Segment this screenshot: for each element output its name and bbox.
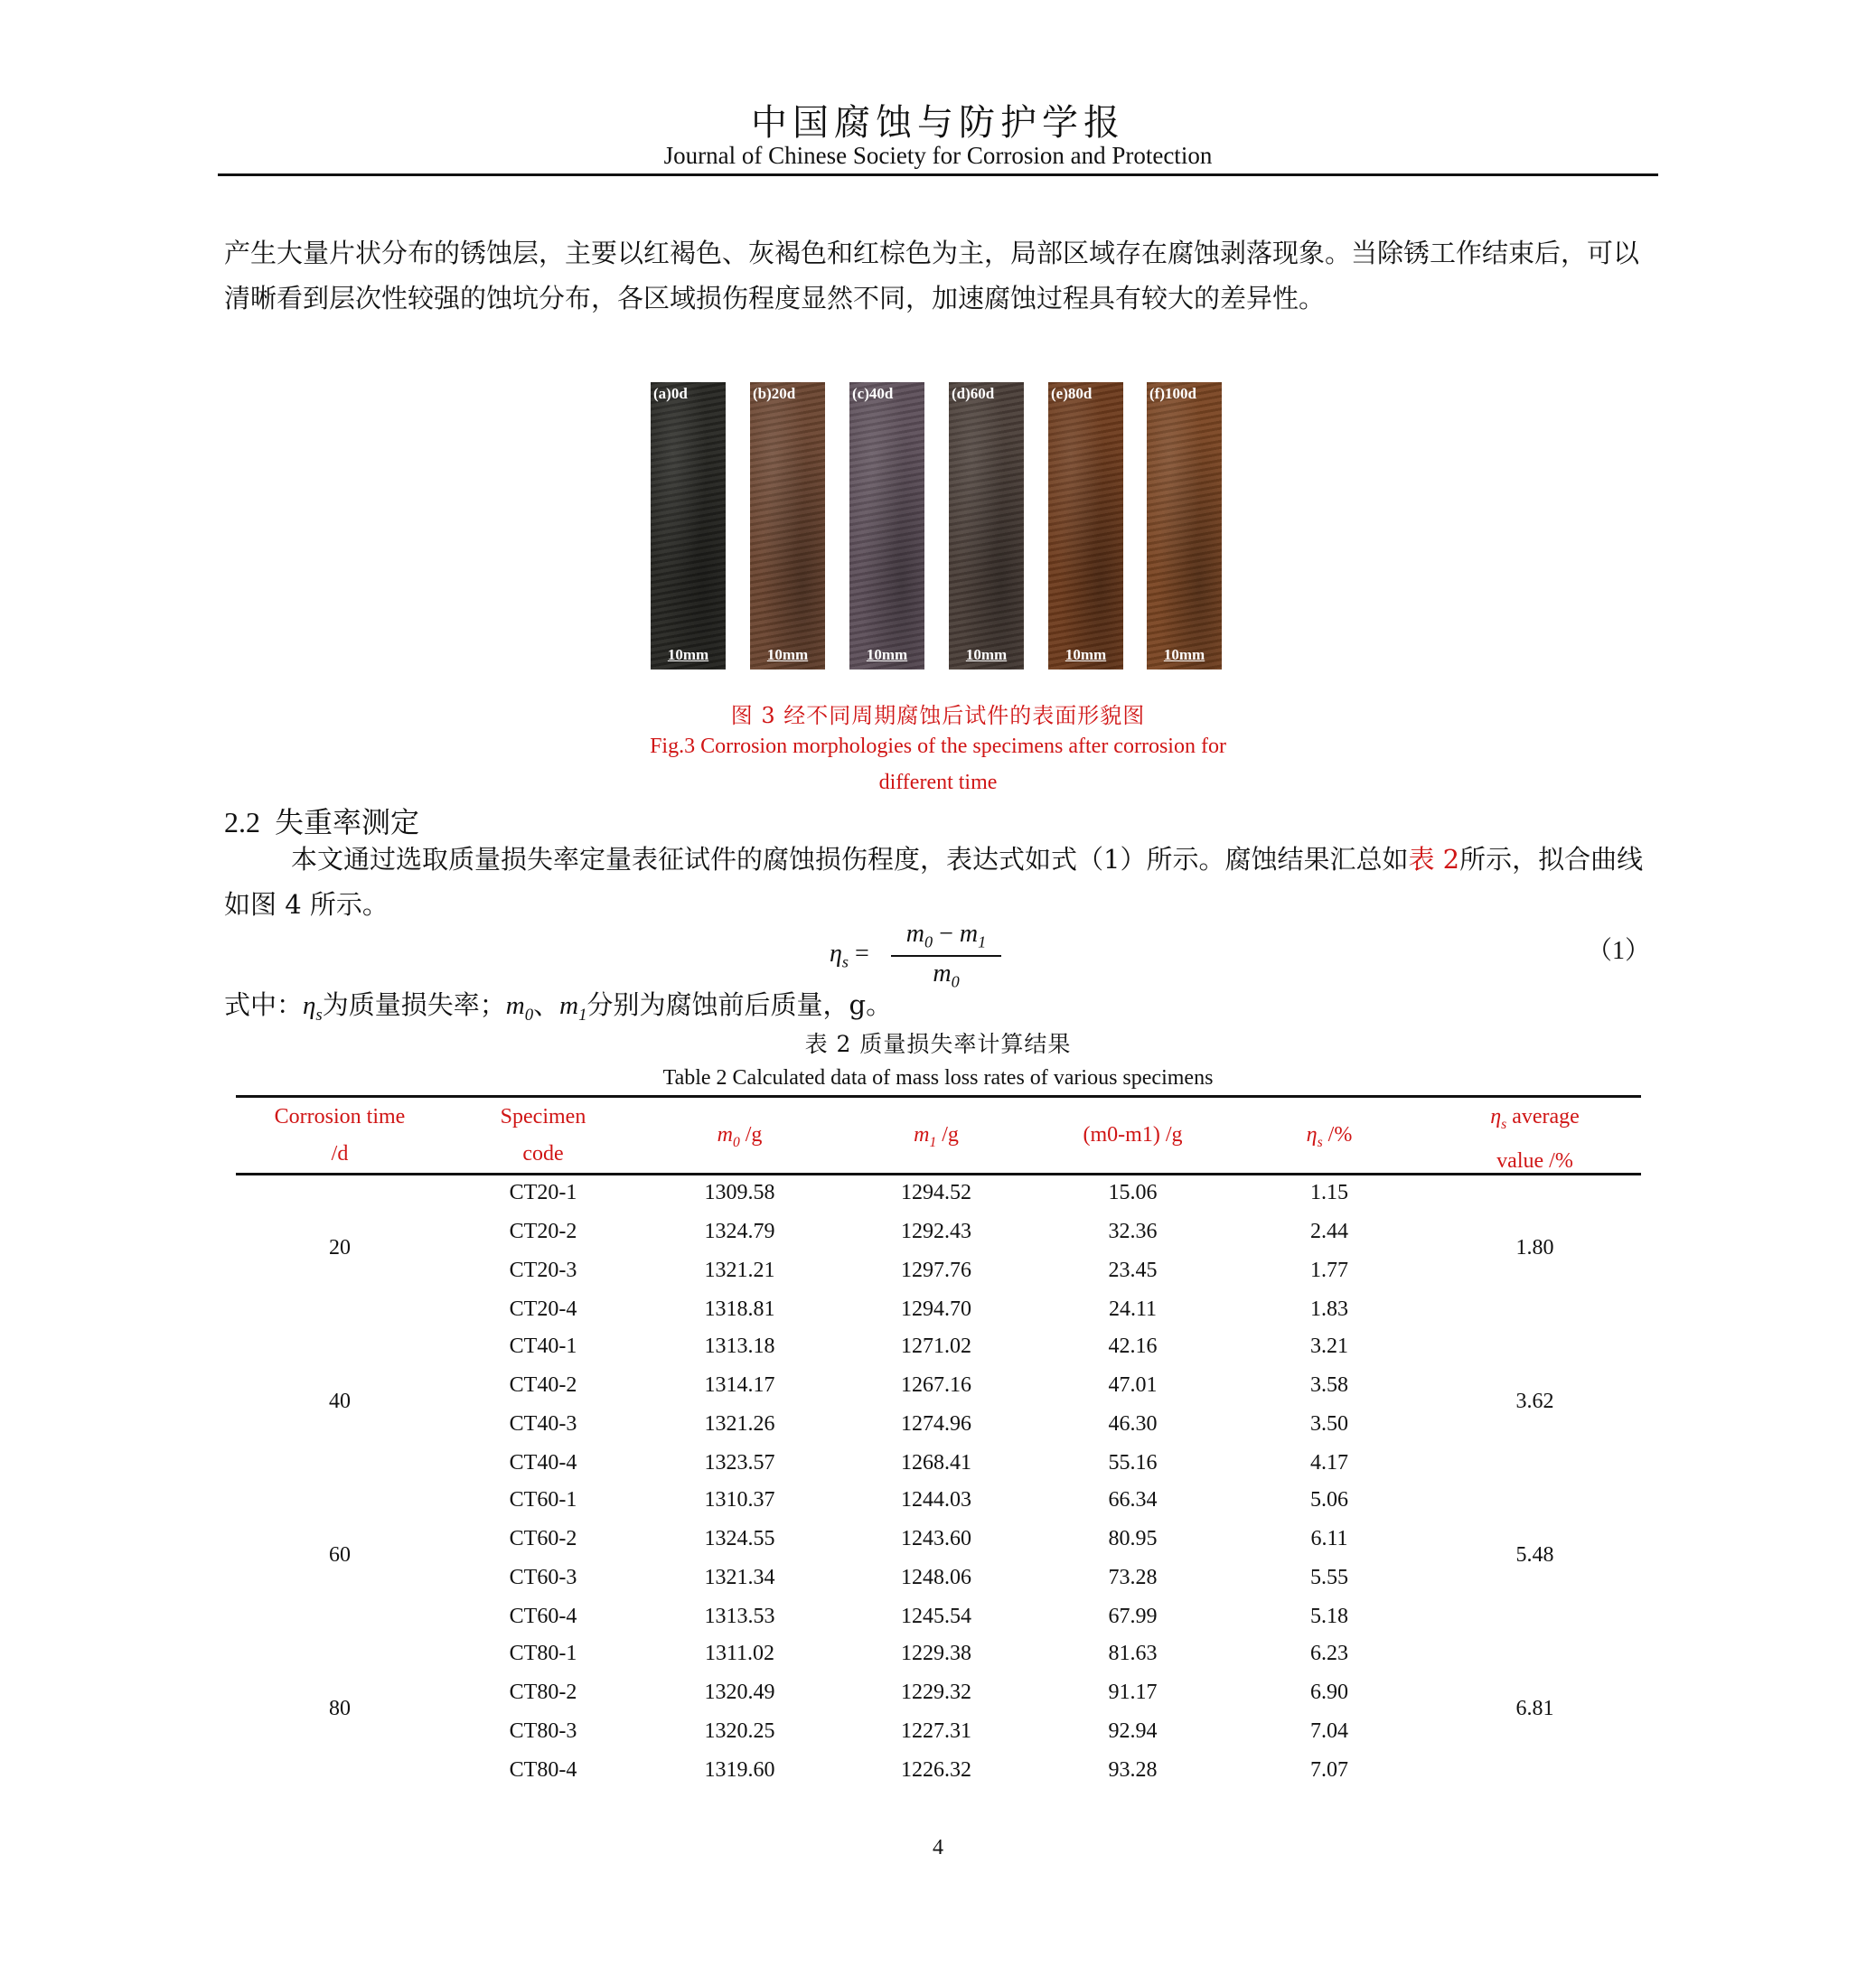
table-cell: 3.21: [1310, 1335, 1348, 1358]
cell-corrosion-time: 20: [329, 1236, 351, 1260]
figure-3: [651, 382, 1222, 670]
table-cell: 1268.41: [901, 1451, 971, 1475]
table-cell: 1313.18: [704, 1335, 775, 1358]
figure-panel-label: (b)20d: [753, 385, 796, 402]
cell-specimen-code: CT60-2: [509, 1527, 577, 1550]
table-cell: 1321.21: [704, 1259, 775, 1282]
table-cell: 1324.55: [704, 1527, 775, 1550]
table-cell: 1314.17: [704, 1373, 775, 1397]
table-cell: 5.06: [1310, 1488, 1348, 1512]
cell-eta-average: 6.81: [1515, 1697, 1554, 1720]
figure-scale-bar: 10mm: [766, 646, 809, 663]
paragraph-method: [224, 837, 1652, 927]
cell-corrosion-time: 60: [329, 1543, 351, 1567]
cell-specimen-code: CT40-1: [509, 1335, 577, 1358]
figure-panel-4: [949, 382, 1024, 670]
journal-title-en: Journal of Chinese Society for Corrosion and Protection: [663, 142, 1213, 169]
table-cell: 1226.32: [901, 1758, 971, 1782]
formula-fraction: [891, 920, 1001, 991]
method-text-b: 所示，拟合曲线如图 4 所示。: [224, 844, 1644, 920]
header-eta-average: $\eta_s$ average value /%: [1490, 1105, 1580, 1173]
cell-specimen-code: CT80-2: [509, 1681, 577, 1704]
table-cell: 1324.79: [704, 1220, 775, 1243]
table-cell: 1271.02: [901, 1335, 971, 1358]
cell-eta-average: 1.80: [1515, 1236, 1554, 1260]
table-cell: 1245.54: [901, 1605, 971, 1628]
figure-panel-label: (a)0d: [653, 385, 688, 402]
table-cell: 66.34: [1108, 1488, 1158, 1512]
table-caption-cn: 表 2 质量损失率计算结果: [804, 1031, 1072, 1057]
table-cell: 47.01: [1108, 1373, 1158, 1397]
cell-specimen-code: CT40-3: [509, 1412, 577, 1436]
figure-caption-en-line1: Fig.3 Corrosion morphologies of the specimens after corrosion for: [650, 735, 1226, 758]
figure-panel-label: (e)80d: [1051, 385, 1093, 402]
figure-scale-bar: 10mm: [866, 646, 908, 663]
cell-specimen-code: CT80-3: [509, 1719, 577, 1743]
figure-panel-label: (d)60d: [952, 385, 995, 402]
table-caption-en: Table 2 Calculated data of mass loss rates of various specimens: [662, 1066, 1214, 1090]
table-cell: 4.17: [1310, 1451, 1348, 1475]
figure-caption-en-line2: different time: [878, 771, 998, 794]
table-cell: 1309.58: [704, 1181, 775, 1204]
formula-lhs: $\eta_s$ =: [830, 940, 869, 971]
header-eta: $\eta_s$ /%: [1306, 1123, 1353, 1150]
figure-panel-label: (c)40d: [852, 385, 894, 402]
table-cell: 1267.16: [901, 1373, 971, 1397]
header-specimen-code: Specimen code: [500, 1105, 586, 1166]
table-cell: 7.04: [1310, 1719, 1348, 1743]
table-top-rule: [236, 1095, 1641, 1098]
table-header-rule: [236, 1173, 1641, 1175]
table-cell: 1313.53: [704, 1605, 775, 1628]
section-title: 失重率测定: [275, 805, 420, 839]
figure-scale-bar: 10mm: [965, 646, 1008, 663]
table-cell: 5.55: [1310, 1566, 1348, 1589]
section-number: 2.2: [224, 806, 260, 838]
header-m1: $m_1$ /g: [914, 1123, 959, 1150]
table-cell: 2.44: [1310, 1220, 1348, 1243]
method-text-a: 本文通过选取质量损失率定量表征试件的腐蚀损伤程度，表达式如式（1）所示。腐蚀结果汇总如: [291, 844, 1409, 875]
table-cell: 42.16: [1108, 1335, 1158, 1358]
figure-scale-bar: 10mm: [1065, 646, 1107, 663]
table-cell: 1.15: [1310, 1181, 1348, 1204]
table-cell: 1320.25: [704, 1719, 775, 1743]
cell-specimen-code: CT80-1: [509, 1642, 577, 1665]
table-cell: 5.18: [1310, 1605, 1348, 1628]
table-cell: 1229.32: [901, 1681, 971, 1704]
table-cell: 1321.34: [704, 1566, 775, 1589]
table-cell: 55.16: [1108, 1451, 1158, 1475]
formula-definition: 式中：$\eta_s$为质量损失率；$m_0$、$m_1$分别为腐蚀前后质量，g。: [224, 989, 893, 1025]
cell-specimen-code: CT60-4: [509, 1605, 577, 1628]
table-cell: 80.95: [1108, 1527, 1158, 1550]
cell-corrosion-time: 80: [329, 1697, 351, 1720]
table-cell: 1311.02: [704, 1642, 775, 1665]
page-number: 4: [933, 1836, 943, 1859]
table-cell: 1274.96: [901, 1412, 971, 1436]
figure-scale-bar: 10mm: [1163, 646, 1205, 663]
table-cell: 1294.52: [901, 1181, 971, 1204]
cell-specimen-code: CT40-2: [509, 1373, 577, 1397]
table-cell: 6.23: [1310, 1642, 1348, 1665]
table-cell: 93.28: [1108, 1758, 1158, 1782]
figure-panel-6: [1147, 382, 1222, 670]
table-cell: 15.06: [1108, 1181, 1158, 1204]
table-cell: 1227.31: [901, 1719, 971, 1743]
table-cell: 46.30: [1108, 1412, 1158, 1436]
table-cell: 1297.76: [901, 1259, 971, 1282]
header-corrosion-time: Corrosion time /d: [274, 1105, 406, 1166]
cell-eta-average: 3.62: [1515, 1390, 1554, 1413]
table-cell: 1318.81: [704, 1297, 775, 1321]
cell-specimen-code: CT20-1: [509, 1181, 577, 1204]
table-cell: 1.77: [1310, 1259, 1348, 1282]
figure-panel-5: [1048, 382, 1123, 670]
formula-denominator: $m_0$: [933, 959, 960, 991]
table-cell: 91.17: [1108, 1681, 1158, 1704]
table-cell: 1319.60: [704, 1758, 775, 1782]
cell-corrosion-time: 40: [329, 1390, 351, 1413]
cell-specimen-code: CT40-4: [509, 1451, 577, 1475]
formula-fraction-bar: [891, 955, 1001, 957]
cell-specimen-code: CT60-1: [509, 1488, 577, 1512]
figure-panel-label: (f)100d: [1149, 385, 1196, 402]
table-cell: 92.94: [1108, 1719, 1158, 1743]
table-cell: 24.11: [1108, 1297, 1158, 1321]
table-cell: 81.63: [1108, 1642, 1158, 1665]
table-cell: 3.58: [1310, 1373, 1348, 1397]
table-cell: 1.83: [1310, 1297, 1348, 1321]
formula-numerator: $m_0 - m_1$: [905, 920, 987, 951]
table-cell: 23.45: [1108, 1259, 1158, 1282]
cell-specimen-code: CT80-4: [509, 1758, 577, 1782]
figure-panel-2: [750, 382, 825, 670]
table-cell: 32.36: [1108, 1220, 1158, 1243]
cell-specimen-code: CT20-3: [509, 1259, 577, 1282]
header-rule: [218, 173, 1658, 176]
cell-specimen-code: CT20-4: [509, 1297, 577, 1321]
table-cell: 1310.37: [704, 1488, 775, 1512]
table-cell: 1248.06: [901, 1566, 971, 1589]
table-cell: 1321.26: [704, 1412, 775, 1436]
figure-panel-3: [849, 382, 924, 670]
paragraph-intro: 产生大量片状分布的锈蚀层，主要以红褐色、灰褐色和红棕色为主，局部区域存在腐蚀剥落现象。当除锈工作结束后，可以清晰看到层次性较强的蚀坑分布，各区域损伤程度显然不同，加速腐蚀过程具有较大的差异性。: [224, 238, 1640, 314]
table-cell: 1323.57: [704, 1451, 775, 1475]
table-cell: 1320.49: [704, 1681, 775, 1704]
table-cell: 6.90: [1310, 1681, 1348, 1704]
table-cell: 1243.60: [901, 1527, 971, 1550]
table-cell: 1294.70: [901, 1297, 971, 1321]
header-m0: $m_0$ /g: [717, 1123, 763, 1150]
equation-number: （1）: [1587, 937, 1651, 965]
table-cell: 67.99: [1108, 1605, 1158, 1628]
section-heading: [224, 800, 419, 841]
table-cell: 1292.43: [901, 1220, 971, 1243]
table-cell: 3.50: [1310, 1412, 1348, 1436]
cell-eta-average: 5.48: [1515, 1543, 1554, 1567]
table-cell: 6.11: [1310, 1527, 1348, 1550]
table-2-reference-link[interactable]: 表 2: [1408, 844, 1460, 875]
journal-title-cn: 中国腐蚀与防护学报: [751, 102, 1125, 144]
cell-specimen-code: CT60-3: [509, 1566, 577, 1589]
figure-scale-bar: 10mm: [667, 646, 709, 663]
figure-caption-cn: 图 3 经不同周期腐蚀后试件的表面形貌图: [730, 703, 1146, 728]
figure-panel-1: [651, 382, 726, 670]
table-cell: 7.07: [1310, 1758, 1348, 1782]
table-cell: 1229.38: [901, 1642, 971, 1665]
table-cell: 1244.03: [901, 1488, 971, 1512]
header-mass-loss: (m0-m1) /g: [1083, 1123, 1183, 1147]
cell-specimen-code: CT20-2: [509, 1220, 577, 1243]
table-cell: 73.28: [1108, 1566, 1158, 1589]
